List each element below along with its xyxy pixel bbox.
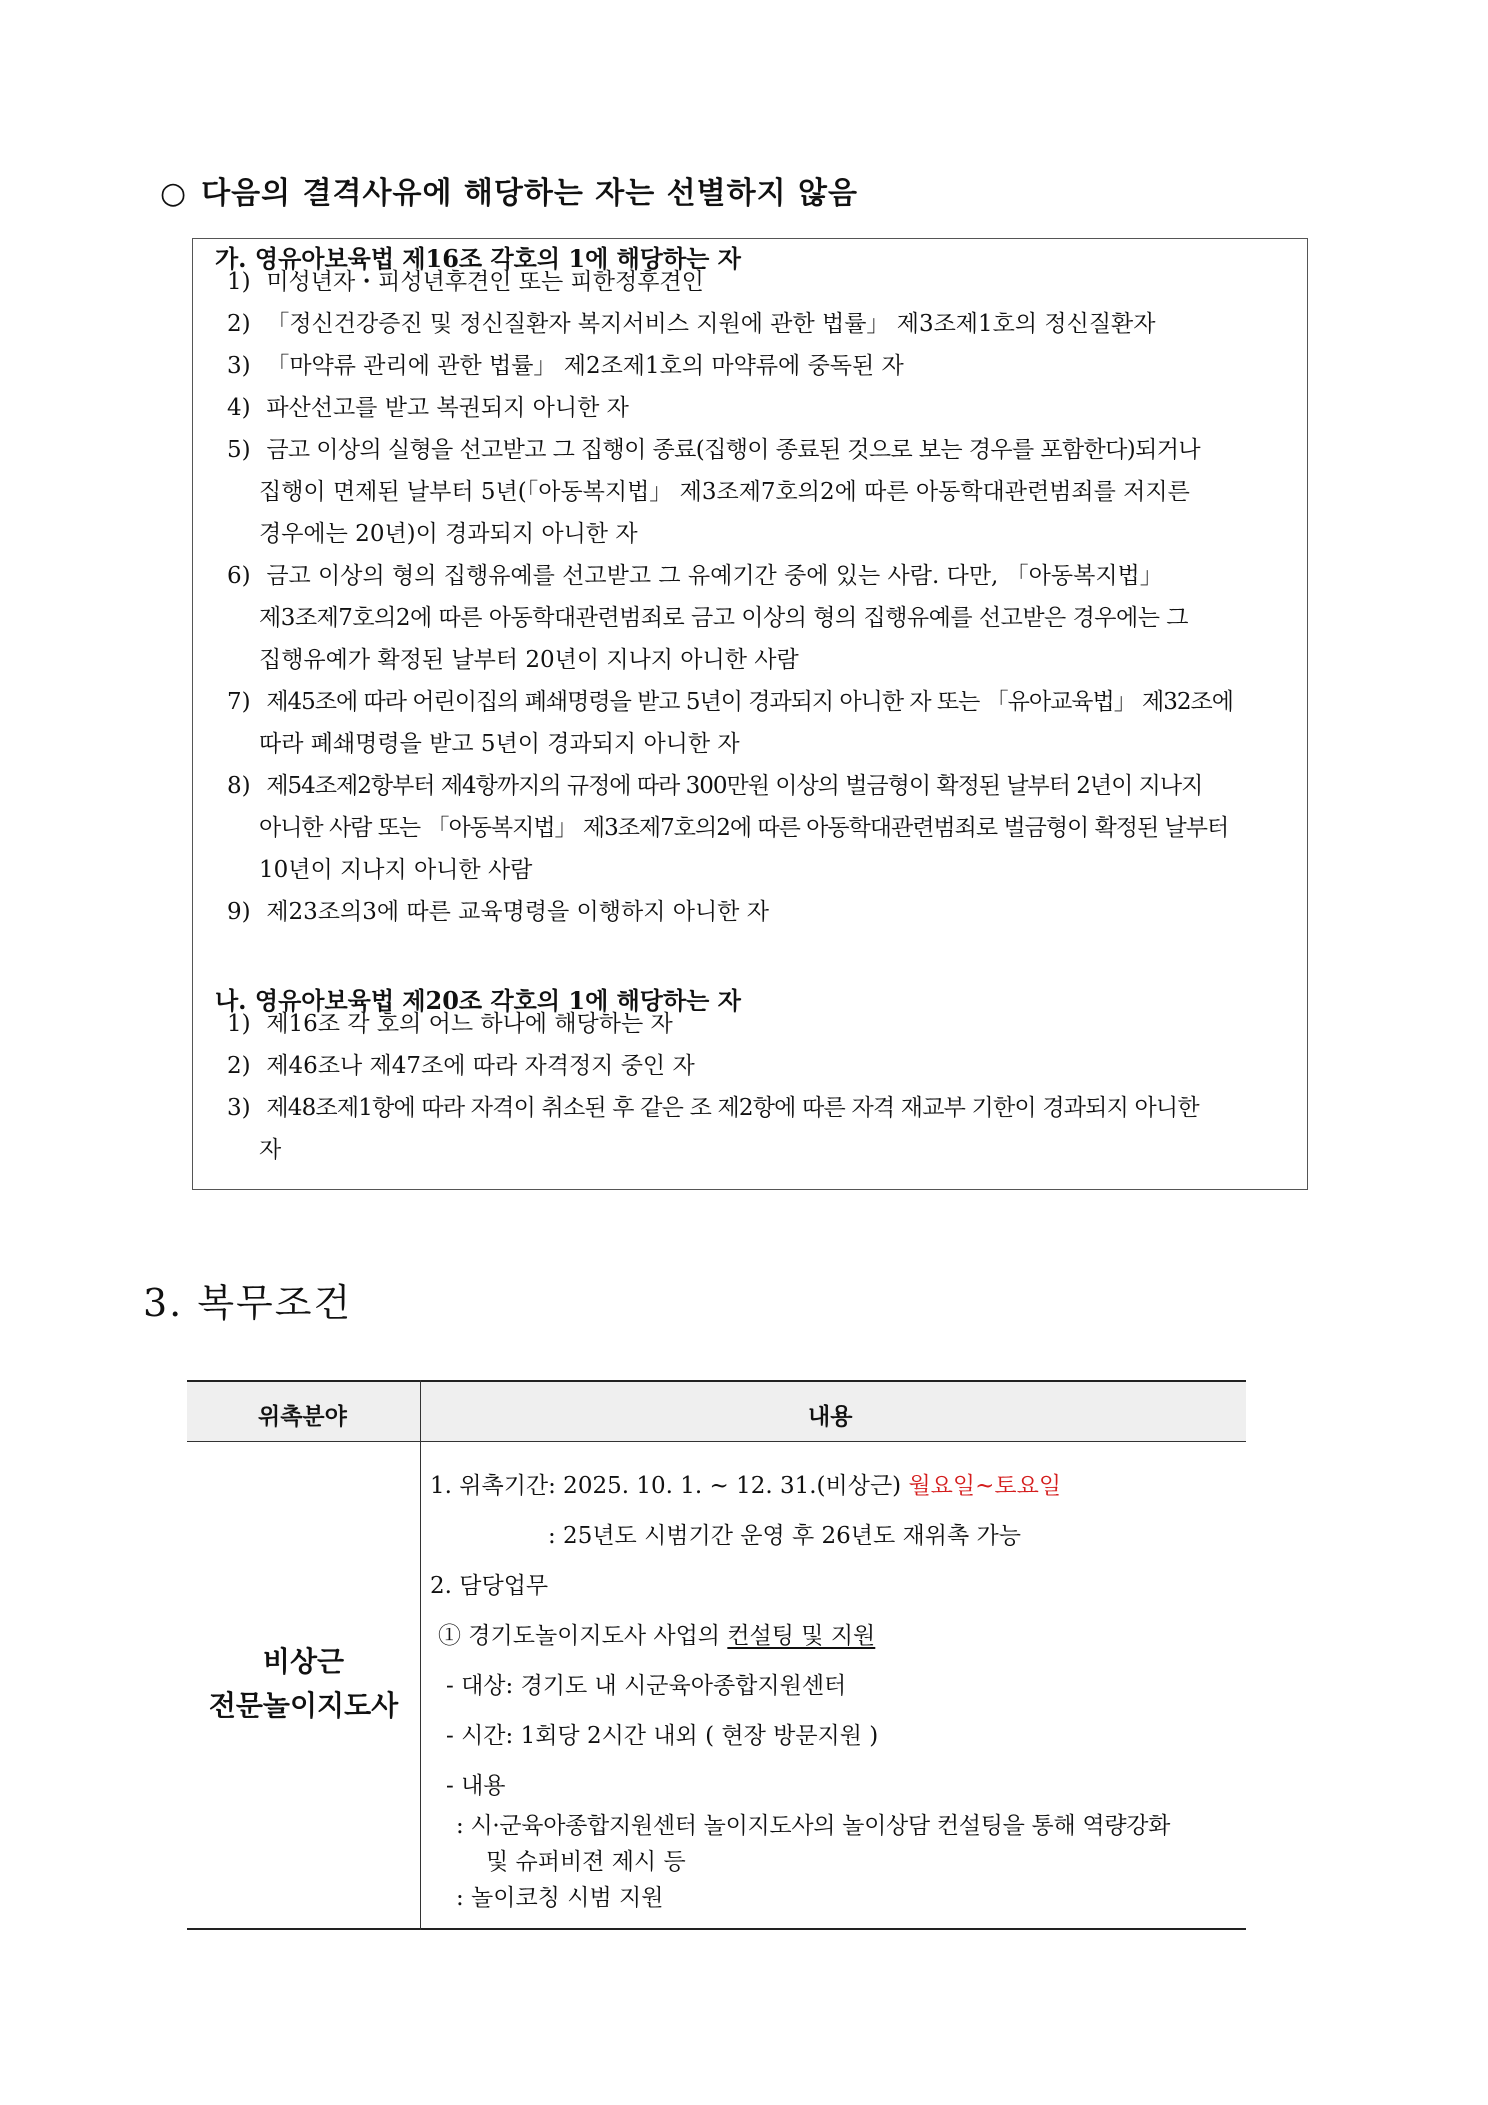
item-number: 4) bbox=[227, 395, 251, 421]
group-a-title: 가. 영유아보육법 제16조 각호의 1에 해당하는 자 bbox=[215, 244, 741, 273]
category-line-2: 전문놀이지도사 bbox=[208, 1689, 399, 1722]
group-a-item-5 bbox=[227, 429, 1287, 471]
period-text: 1. 위촉기간: 2025. 10. 1. ~ 12. 31.(비상근) bbox=[430, 1473, 902, 1499]
duty-target: - 대상: 경기도 내 시군육아종합지원센터 bbox=[446, 1673, 847, 1699]
item-text: 금고 이상의 실형을 선고받고 그 집행이 종료(집행이 종료된 것으로 보는 경우를 포함한다)되거나 bbox=[266, 437, 1200, 463]
item-text: 제46조나 제47조에 따라 자격정지 중인 자 bbox=[266, 1053, 695, 1079]
group-b-item-2 bbox=[227, 1045, 1287, 1087]
group-a-item-5-line-3: 경우에는 20년)이 경과되지 아니한 자 bbox=[259, 521, 638, 547]
item-text: 제23조의3에 따른 교육명령을 이행하지 아니한 자 bbox=[266, 899, 769, 925]
group-a-item-6 bbox=[227, 555, 1287, 597]
group-a-item-7-line-2: 따라 폐쇄명령을 받고 5년이 경과되지 아니한 자 bbox=[259, 731, 740, 757]
table-header-category: 위촉분야 bbox=[258, 1404, 347, 1430]
item-number: 3) bbox=[227, 353, 251, 379]
period-line bbox=[430, 1468, 1061, 1504]
item-text: 파산선고를 받고 복권되지 아니한 자 bbox=[266, 395, 629, 421]
duty-item-prefix: ① 경기도놀이지도사 사업의 bbox=[438, 1623, 721, 1649]
item-number: 2) bbox=[227, 311, 251, 337]
table-bottom-border bbox=[187, 1928, 1246, 1930]
table-top-border bbox=[187, 1380, 1246, 1382]
duty-item bbox=[438, 1618, 875, 1654]
duty-time: - 시간: 1회당 2시간 내외 ( 현장 방문지원 ) bbox=[446, 1723, 879, 1749]
item-text: 제16조 각 호의 어느 하나에 해당하는 자 bbox=[266, 1011, 673, 1037]
group-a-item-2 bbox=[227, 303, 1287, 345]
item-number: 7) bbox=[227, 689, 251, 715]
duty-content-label: - 내용 bbox=[446, 1773, 506, 1799]
period-note: : 25년도 시범기간 운영 후 26년도 재위촉 가능 bbox=[548, 1523, 1021, 1549]
section-3-title: 3. 복무조건 bbox=[143, 1281, 353, 1325]
duty-content-2: : 놀이코칭 시범 지원 bbox=[456, 1885, 664, 1911]
item-text: 「정신건강증진 및 정신질환자 복지서비스 지원에 관한 법률」 제3조제1호의 정신질환자 bbox=[266, 311, 1156, 337]
item-number: 9) bbox=[227, 899, 251, 925]
item-number: 2) bbox=[227, 1053, 251, 1079]
item-text: 「마약류 관리에 관한 법률」 제2조제1호의 마약류에 중독된 자 bbox=[266, 353, 904, 379]
group-a-item-8 bbox=[227, 765, 1287, 807]
disqualification-heading-text: 다음의 결격사유에 해당하는 자는 선별하지 않음 bbox=[201, 176, 859, 211]
table-category-cell bbox=[187, 1640, 420, 1728]
disqualification-box bbox=[192, 238, 1308, 1190]
group-b-item-3-line-2: 자 bbox=[259, 1137, 282, 1163]
item-text: 제45조에 따라 어린이집의 폐쇄명령을 받고 5년이 경과되지 아니한 자 또는 「유아교육법」 제32조에 bbox=[266, 689, 1233, 715]
item-number: 6) bbox=[227, 563, 251, 589]
table-column-divider bbox=[420, 1380, 421, 1930]
group-a-item-3 bbox=[227, 345, 1287, 387]
duty-item-underlined: 컨설팅 및 지원 bbox=[727, 1623, 876, 1649]
item-text: 제48조제1항에 따라 자격이 취소된 후 같은 조 제2항에 따른 자격 재교부 기한이 경과되지 아니한 bbox=[266, 1095, 1199, 1121]
disqualification-heading bbox=[160, 168, 858, 212]
group-a-item-6-line-2: 제3조제7호의2에 따른 아동학대관련범죄로 금고 이상의 형의 집행유예를 선고받은 경우에는 그 bbox=[259, 605, 1188, 631]
group-a-item-7 bbox=[227, 681, 1287, 723]
group-b-item-3 bbox=[227, 1087, 1287, 1129]
group-a-item-5-line-2: 집행이 면제된 날부터 5년(「아동복지법」 제3조제7호의2에 따른 아동학대관련범죄를 저지른 bbox=[259, 479, 1190, 505]
group-a-item-8-line-2: 아니한 사람 또는 「아동복지법」 제3조제7호의2에 따른 아동학대관련범죄로 벌금형이 확정된 날부터 bbox=[259, 815, 1229, 841]
item-text: 금고 이상의 형의 집행유예를 선고받고 그 유예기간 중에 있는 사람. 다만, 「아동복지법」 bbox=[266, 563, 1163, 589]
duty-content-1a: : 시·군육아종합지원센터 놀이지도사의 놀이상담 컨설팅을 통해 역량강화 bbox=[456, 1813, 1171, 1839]
item-number: 8) bbox=[227, 773, 251, 799]
group-a-item-9 bbox=[227, 891, 1287, 933]
category-line-1: 비상근 bbox=[262, 1645, 345, 1678]
duty-title: 2. 담당업무 bbox=[430, 1573, 549, 1599]
group-a-item-8-line-3: 10년이 지나지 아니한 사람 bbox=[259, 857, 533, 883]
group-a-item-6-line-3: 집행유예가 확정된 날부터 20년이 지나지 아니한 사람 bbox=[259, 647, 799, 673]
item-text: 미성년자・피성년후견인 또는 피한정후견인 bbox=[266, 269, 704, 295]
table-header-divider bbox=[187, 1441, 1246, 1442]
duty-content-1b: 및 슈퍼비젼 제시 등 bbox=[486, 1849, 686, 1875]
period-days: 월요일~토요일 bbox=[908, 1473, 1062, 1499]
table-header-content: 내용 bbox=[808, 1404, 853, 1430]
item-number: 5) bbox=[227, 437, 251, 463]
group-a-item-4 bbox=[227, 387, 1287, 429]
group-b-item-1 bbox=[227, 1003, 1287, 1045]
group-b-title: 나. 영유아보육법 제20조 각호의 1에 해당하는 자 bbox=[215, 986, 741, 1015]
item-number: 1) bbox=[227, 1011, 251, 1037]
item-number: 3) bbox=[227, 1095, 251, 1121]
group-a-item-1 bbox=[227, 261, 1287, 303]
item-text: 제54조제2항부터 제4항까지의 규정에 따라 300만원 이상의 벌금형이 확정된 날부터 2년이 지나지 bbox=[266, 773, 1203, 799]
circle-bullet-icon: ○ bbox=[160, 176, 188, 211]
item-number: 1) bbox=[227, 269, 251, 295]
